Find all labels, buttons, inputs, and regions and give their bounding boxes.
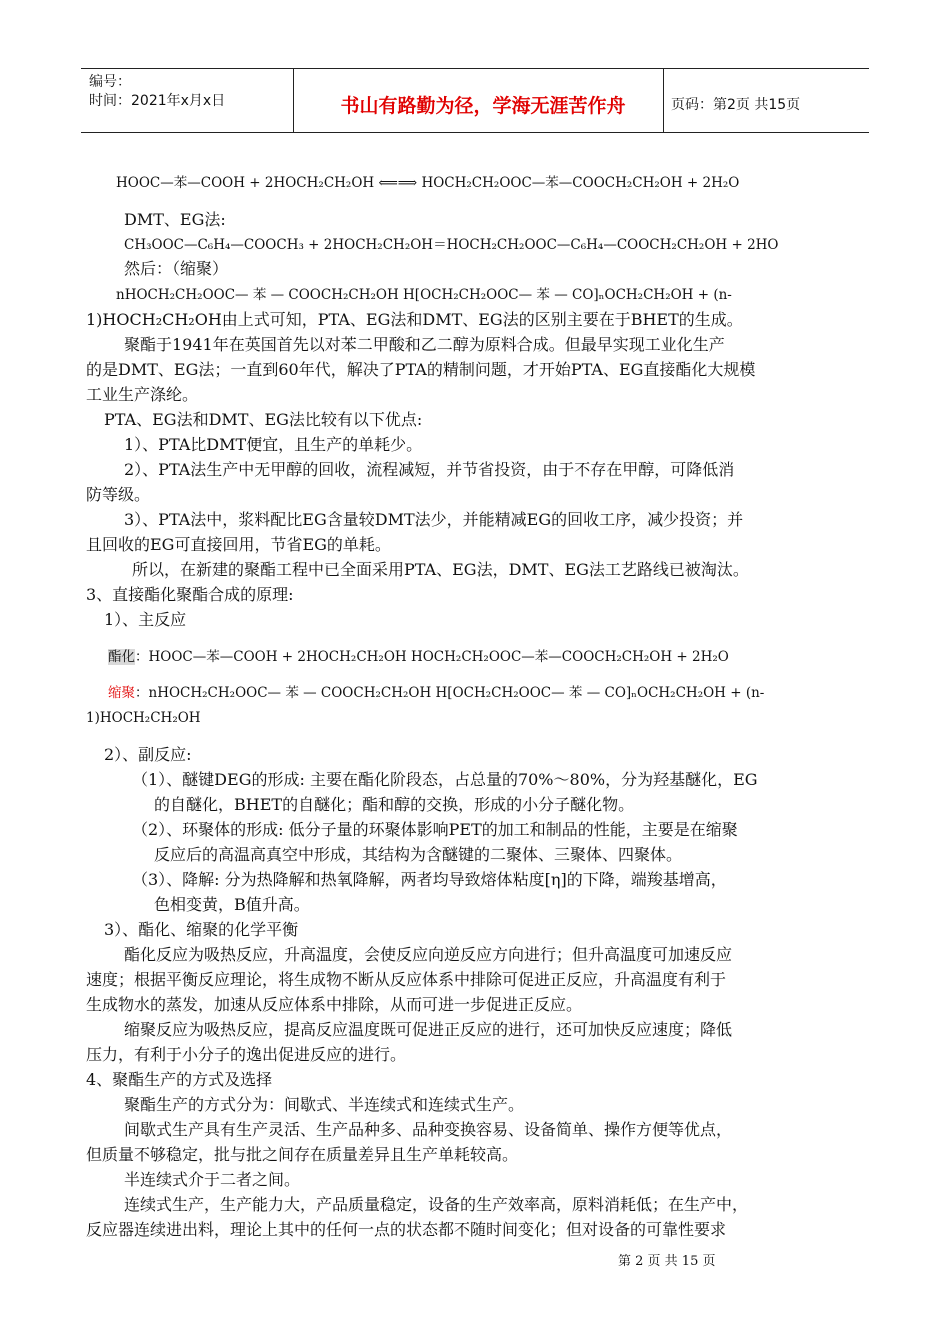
header-meta: [89, 73, 225, 111]
text-line: 聚酯生产的方式分为：间歇式、半连续式和连续式生产。: [124, 1095, 525, 1114]
text-line: 色相变黄，B值升高。: [154, 895, 310, 914]
list-item: 1）、PTA比DMT便宜，且生产的单耗少。: [124, 435, 423, 454]
text-line: 但质量不够稳定，批与批之间存在质量差异且生产单耗较高。: [86, 1145, 519, 1164]
equation-continuation: 1)HOCH₂CH₂OH: [86, 710, 201, 726]
polycondensation-equation: ：nHOCH₂CH₂OOC— 苯 — COOCH₂CH₂OH H[OCH₂CH₂OOC— 苯 — CO]ₙOCH₂CH₂OH + (n-: [135, 685, 765, 701]
text-line: 防等级。: [86, 485, 151, 504]
esterification-label: 酯化: [108, 649, 135, 665]
text-line: 间歇式生产具有生产灵活、生产品种多、品种变换容易、设备简单、操作方便等优点，: [124, 1120, 733, 1139]
section-heading: 3、直接酯化聚酯合成的原理:: [86, 585, 294, 604]
text-line: 的自醚化，BHET的自醚化；酯和醇的交换，形成的小分子醚化物。: [154, 795, 635, 814]
text-line: 半连续式介于二者之间。: [124, 1170, 301, 1189]
text-line: 速度；根据平衡反应理论，将生成物不断从反应体系中排除可促进正反应，升高温度有利于: [86, 970, 727, 989]
section-heading: 4、聚酯生产的方式及选择: [86, 1070, 273, 1089]
list-item: 3）、PTA法中，浆料配比EG含量较DMT法少，并能精减EG的回收工序，减少投资；并: [124, 510, 744, 529]
list-item: （2）、环聚体的形成: 低分子量的环聚体影响PET的加工和制品的性能，主要是在缩聚: [132, 820, 738, 839]
text-line: 反应器连续进出料，理论上其中的任何一点的状态都不随时间变化；但对设备的可靠性要求: [86, 1220, 727, 1239]
text-line: 酯化反应为吸热反应，升高温度，会使反应向逆反应方向进行；但升高温度可加速反应: [124, 945, 733, 964]
text-line: 反应后的高温高真空中形成，其结构为含醚键的二聚体、三聚体、四聚体。: [154, 845, 683, 864]
text-line: 压力，有利于小分子的逸出促进反应的进行。: [86, 1045, 407, 1064]
header-motto: 书山有路勤为径，学海无涯苦作舟: [340, 95, 626, 117]
subsection-heading: 2）、副反应:: [104, 745, 192, 764]
text-line: 聚酯于1941年在英国首先以对苯二甲酸和乙二醇为原料合成。但最早实现工业化生产: [124, 335, 725, 354]
esterification-equation: ：HOOC—苯—COOH + 2HOCH₂CH₂OH HOCH₂CH₂OOC—苯—COOCH₂CH₂OH + 2H₂O: [135, 649, 729, 665]
list-item: （1）、醚键DEG的形成: 主要在酯化阶段态，占总量的70%～80%，分为羟基醚化，EG: [132, 770, 758, 789]
text-line: 且回收的EG可直接回用，节省EG的单耗。: [86, 535, 391, 554]
text-line: 工业生产涤纶。: [86, 385, 199, 404]
page-header: [81, 68, 869, 133]
equation-main-esterification: [108, 647, 729, 667]
subsection-heading: 1）、主反应: [104, 610, 187, 629]
header-page-info: 页码：第2页 共15页: [671, 97, 801, 113]
equation-polycondensation: nHOCH₂CH₂OOC— 苯 — COOCH₂CH₂OH H[OCH₂CH₂OOC— 苯 — CO]ₙOCH₂CH₂OH + (n-: [116, 287, 732, 303]
text-line: 的是DMT、EG法；一直到60年代，解决了PTA的精制问题，才开始PTA、EG直接酯化大规模: [86, 360, 756, 379]
text-line: 连续式生产，生产能力大，产品质量稳定，设备的生产效率高，原料消耗低；在生产中，: [124, 1195, 749, 1214]
equation-main-polycondensation: [108, 683, 764, 703]
list-item: 2）、PTA法生产中无甲醇的回收，流程减短，并节省投资，由于不存在甲醇，可降低消: [124, 460, 735, 479]
dmt-title: DMT、EG法:: [124, 210, 226, 229]
text-line: 生成物水的蒸发，加速从反应体系中排除，从而可进一步促进正反应。: [86, 995, 583, 1014]
text-line: 缩聚反应为吸热反应，提高反应温度既可促进正反应的进行，还可加快反应速度；降低: [124, 1020, 733, 1039]
subsection-heading: 3）、酯化、缩聚的化学平衡: [104, 920, 299, 939]
equation-esterification: HOOC—苯—COOH + 2HOCH₂CH₂OH ⟸⟹ HOCH₂CH₂OOC—苯—COOCH₂CH₂OH + 2H₂O: [116, 175, 740, 191]
serial-label: 编号：: [89, 74, 131, 90]
page-footer: 第 2 页 共 15 页: [618, 1254, 716, 1269]
polycondensation-label: 缩聚: [108, 685, 135, 701]
then-label: 然后：（缩聚）: [124, 259, 229, 278]
equation-dmt: CH₃OOC—C₆H₄—COOCH₃ + 2HOCH₂CH₂OH＝HOCH₂CH₂OOC—C₆H₄—COOCH₂CH₂OH + 2HO: [124, 237, 779, 253]
list-item: （3）、降解: 分为热降解和热氧降解，两者均导致熔体粘度[η]的下降，端羧基增高，: [132, 870, 727, 889]
text-line: 1)HOCH₂CH₂OH由上式可知，PTA、EG法和DMT、EG法的区别主要在于BHET的生成。: [86, 310, 743, 329]
time-label: 时间：2021年x月x日: [89, 93, 226, 109]
text-line: PTA、EG法和DMT、EG法比较有以下优点:: [104, 410, 423, 429]
text-line: 所以，在新建的聚酯工程中已全面采用PTA、EG法，DMT、EG法工艺路线已被淘汰。: [132, 560, 749, 579]
